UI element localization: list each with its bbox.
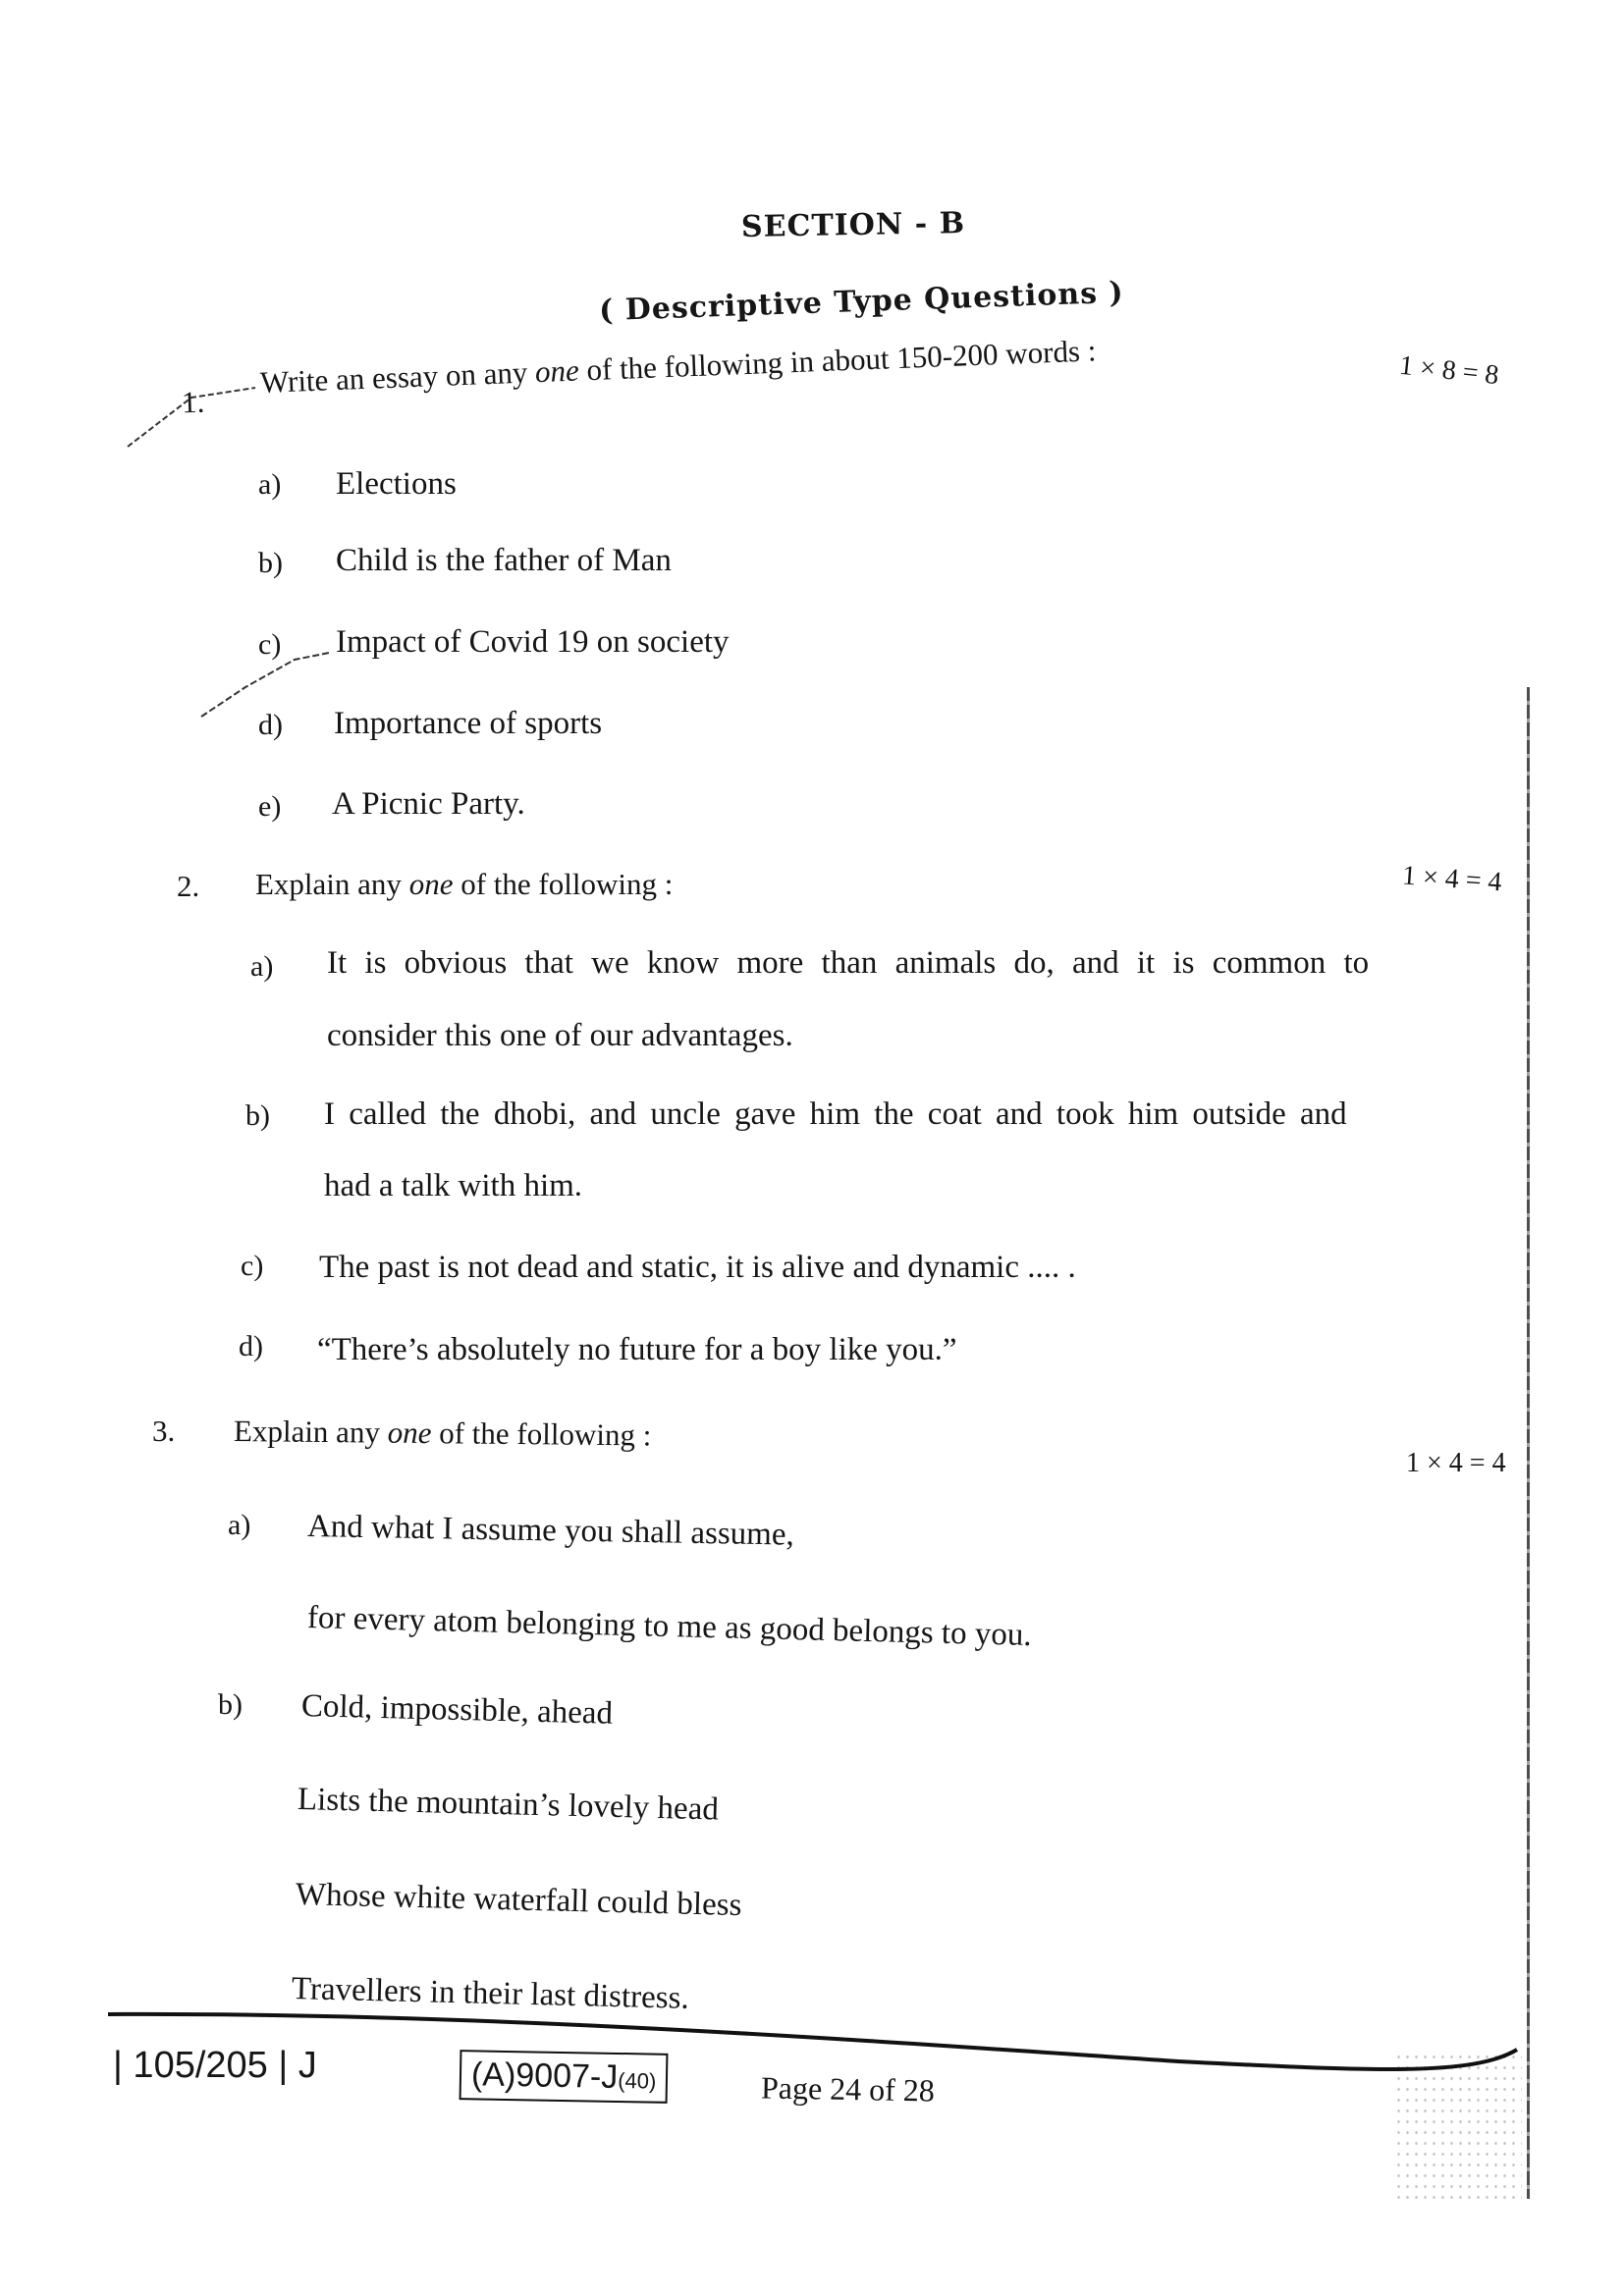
- prompt-text: Explain any: [255, 867, 409, 901]
- question-3-prompt: [234, 1414, 652, 1453]
- option-text: Travellers in their last distress.: [291, 1971, 690, 2016]
- option-label: a): [258, 468, 282, 501]
- option-label: b): [218, 1688, 243, 1721]
- option-text: It is obvious that we know more than animals do, and it is common to: [327, 945, 1370, 981]
- booklet-code-sub: (40): [618, 2067, 657, 2094]
- prompt-text: of the following in about 150-200 words :: [578, 333, 1097, 388]
- option-text: I called the dhobi, and uncle gave him the coat and took him outside and: [324, 1096, 1347, 1132]
- question-1-number: 1.: [181, 384, 205, 420]
- option-text: had a talk with him.: [324, 1168, 583, 1203]
- booklet-code: (A)9007-J: [470, 2056, 619, 2096]
- option-label: d): [258, 709, 283, 741]
- option-label: b): [258, 547, 283, 579]
- option-label: c): [258, 628, 282, 661]
- booklet-code-box: [460, 2050, 669, 2104]
- prompt-text: Write an essay on any: [259, 354, 536, 400]
- option-text: A Picnic Party.: [332, 786, 525, 822]
- option-text: And what I assume you shall assume,: [306, 1509, 795, 1553]
- option-text: Child is the father of Man: [336, 543, 672, 578]
- prompt-text: of the following :: [431, 1415, 652, 1453]
- option-label: c): [241, 1250, 264, 1282]
- prompt-emphasis: one: [387, 1415, 432, 1451]
- prompt-emphasis: one: [534, 352, 580, 390]
- option-text: The past is not dead and static, it is alive and dynamic .... .: [319, 1250, 1076, 1285]
- question-1-marks: 1 × 8 = 8: [1397, 349, 1500, 392]
- question-2-number: 2.: [177, 869, 200, 903]
- option-text: “There’s absolutely no future for a boy like you.”: [317, 1332, 957, 1367]
- question-2-prompt: [255, 867, 673, 902]
- option-label: b): [245, 1099, 270, 1132]
- option-text: Importance of sports: [334, 706, 603, 741]
- option-label: e): [258, 790, 282, 823]
- option-text: for every atom belonging to me as good belongs to you.: [306, 1600, 1033, 1654]
- option-text: Cold, impossible, ahead: [300, 1688, 614, 1732]
- question-3-number: 3.: [152, 1414, 176, 1448]
- option-text: Lists the mountain’s lovely head: [297, 1782, 720, 1828]
- option-text: Elections: [336, 466, 457, 502]
- option-text: consider this one of our advantages.: [327, 1018, 793, 1053]
- option-text: Whose white waterfall could bless: [295, 1877, 742, 1924]
- section-title: SECTION - B: [740, 206, 966, 244]
- scan-edge-line: [1527, 687, 1530, 2199]
- option-label: a): [250, 950, 274, 983]
- question-1-prompt: [259, 333, 1097, 400]
- paper-code: | 105/205 | J: [113, 2045, 317, 2086]
- option-label: d): [239, 1330, 263, 1362]
- question-3-marks: 1 × 4 = 4: [1406, 1448, 1506, 1478]
- question-2-marks: 1 × 4 = 4: [1401, 860, 1503, 898]
- option-label: a): [228, 1509, 251, 1541]
- option-text: Impact of Covid 19 on society: [336, 624, 730, 660]
- prompt-emphasis: one: [408, 867, 454, 901]
- section-subtitle: ( Descriptive Type Questions ): [598, 275, 1125, 329]
- prompt-text: Explain any: [233, 1414, 388, 1450]
- page-number: Page 24 of 28: [760, 2069, 936, 2109]
- prompt-text: of the following :: [453, 867, 674, 901]
